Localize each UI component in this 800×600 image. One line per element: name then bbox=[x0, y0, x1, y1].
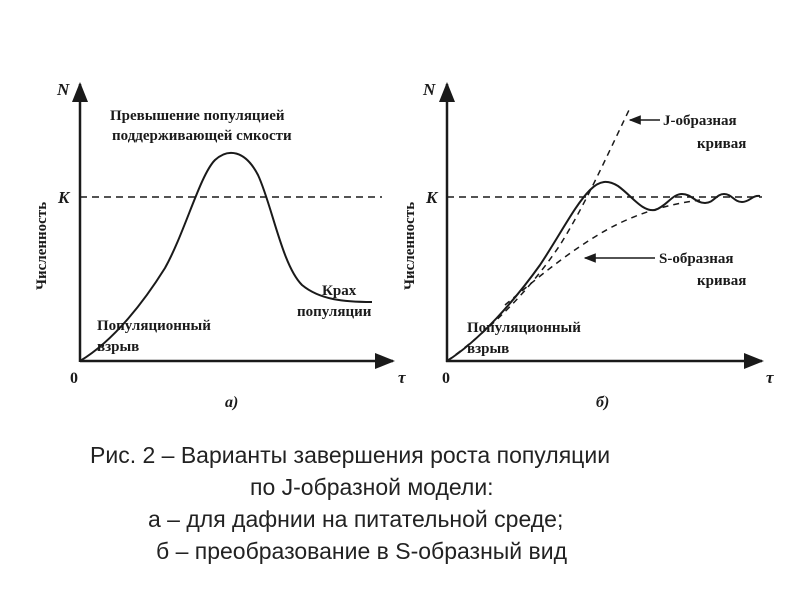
annotation-explosion-a-2: взрыв bbox=[97, 339, 140, 355]
annotation-explosion-a-1: Популяционный bbox=[97, 318, 211, 334]
x-axis-letter-a: τ bbox=[398, 368, 406, 387]
annotation-j-2: кривая bbox=[697, 136, 747, 152]
annotation-s-2: кривая bbox=[697, 273, 747, 289]
panel-b bbox=[402, 80, 774, 411]
caption-line-4: б – преобразование в S-образный вид bbox=[156, 538, 568, 564]
annotation-peak-2: поддерживающей смкости bbox=[112, 128, 292, 144]
caption-line-2: по J-образной модели: bbox=[250, 474, 494, 500]
panel-a bbox=[34, 80, 406, 411]
annotation-crash-1: Крах bbox=[322, 283, 357, 299]
annotation-j-1: J-образная bbox=[663, 113, 737, 129]
k-label-b: K bbox=[426, 188, 438, 207]
x-axis-letter-b: τ bbox=[766, 368, 774, 387]
y-label-a: Численность bbox=[34, 201, 50, 290]
sub-label-a: а) bbox=[225, 394, 239, 411]
k-label-a: K bbox=[58, 188, 70, 207]
y-axis-letter-b: N bbox=[423, 80, 436, 99]
annotation-explosion-b-2: взрыв bbox=[467, 341, 510, 357]
annotation-peak-1: Превышение популяцией bbox=[110, 108, 285, 124]
annotation-explosion-b-1: Популяционный bbox=[467, 320, 581, 336]
origin-b: 0 bbox=[442, 370, 450, 387]
origin-a: 0 bbox=[70, 370, 78, 387]
caption-line-3: а – для дафнии на питательной среде; bbox=[148, 506, 564, 532]
caption-line-1: Рис. 2 – Варианты завершения роста популяции bbox=[90, 442, 611, 468]
y-axis-letter-a: N bbox=[57, 80, 70, 99]
y-label-b: Численность bbox=[402, 201, 418, 290]
annotation-crash-2: популяции bbox=[297, 304, 372, 320]
annotation-s-1: S-образная bbox=[659, 251, 734, 267]
sub-label-b: б) bbox=[596, 394, 610, 411]
